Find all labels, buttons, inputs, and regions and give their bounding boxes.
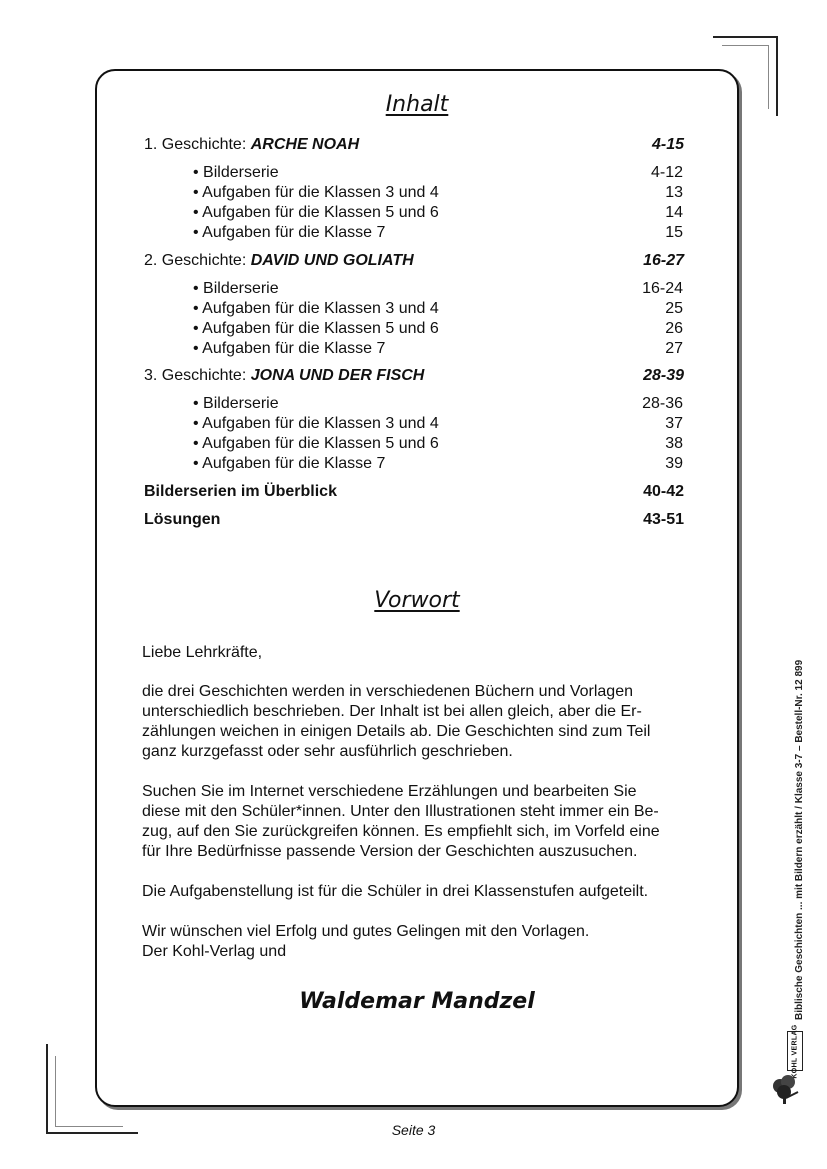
foreword-paragraph-2 [142, 782, 702, 862]
toc-item-pages: 28-36 [642, 395, 683, 412]
corner-line [55, 1056, 56, 1126]
text-line: zählungen weichen in einigen Details ab. Die Geschichten sind zum Teil [142, 723, 651, 740]
toc-item [144, 454, 684, 474]
toc-title: Inhalt [385, 92, 449, 117]
toc-item [144, 319, 684, 339]
text-line: diese mit den Schüler*innen. Unter den Illustrationen steht immer ein Be- [142, 803, 659, 820]
toc-item-label: • Aufgaben für die Klasse 7 [193, 340, 386, 357]
corner-line [776, 36, 778, 116]
toc-item-pages: 38 [665, 435, 683, 452]
foreword-closing [142, 922, 702, 962]
toc-item-pages: 4-12 [650, 164, 683, 181]
toc-item [144, 394, 684, 414]
toc-item [144, 223, 684, 243]
toc-extra [144, 510, 684, 530]
corner-line [768, 45, 769, 109]
toc-item-label: • Aufgaben für die Klassen 3 und 4 [193, 184, 439, 201]
text-line: Wir wünschen viel Erfolg und gutes Gelingen mit den Vorlagen. [142, 923, 590, 940]
toc-item [144, 434, 684, 454]
toc-extra-label: Bilderserien im Überblick [144, 483, 337, 500]
corner-line [46, 1044, 48, 1134]
toc-item [144, 279, 684, 299]
publisher-logo [787, 1023, 803, 1079]
side-publication-info: Biblische Geschichten ... mit Bildern erzählt / Klasse 3-7 – Bestell-Nr. 12 899 [794, 659, 805, 1020]
text-line: zug, auf den Sie zurückgreifen können. Es empfiehlt sich, im Vorfeld eine [142, 823, 660, 840]
text-line: ganz kurzgefasst oder sehr ausführlich geschrieben. [142, 743, 513, 760]
toc-item-label: • Aufgaben für die Klassen 3 und 4 [193, 415, 439, 432]
toc-section-1 [144, 135, 684, 155]
toc-item [144, 299, 684, 319]
publisher-logo-text: KOHL VERLAG [791, 1023, 799, 1079]
toc-item-label: • Aufgaben für die Klassen 3 und 4 [193, 300, 439, 317]
toc-item-pages: 16-24 [642, 280, 683, 297]
toc-item-pages: 37 [665, 415, 683, 432]
toc-section-name: DAVID UND GOLIATH [250, 252, 414, 269]
toc-item-pages: 26 [665, 320, 683, 337]
toc-item-pages: 13 [665, 184, 683, 201]
toc-extra [144, 482, 684, 502]
toc-item-label: • Bilderserie [193, 164, 279, 181]
toc-item [144, 203, 684, 223]
toc-extra-pages: 43-51 [643, 511, 684, 528]
toc-extra-label: Lösungen [144, 511, 221, 528]
toc-item-pages: 25 [665, 300, 683, 317]
toc-section-name: JONA UND DER FISCH [250, 367, 425, 384]
page-number: Seite 3 [391, 1122, 436, 1138]
toc-item [144, 339, 684, 359]
toc-item-label: • Aufgaben für die Klassen 5 und 6 [193, 204, 439, 221]
text-line: Suchen Sie im Internet verschiedene Erzählungen und bearbeiten Sie [142, 783, 637, 800]
toc-item-pages: 15 [665, 224, 683, 241]
text-line: Der Kohl-Verlag und [142, 943, 287, 960]
corner-line [722, 45, 768, 46]
tree-icon [768, 1072, 804, 1108]
foreword-paragraph-1 [142, 682, 702, 762]
toc-item-label: • Aufgaben für die Klassen 5 und 6 [193, 435, 439, 452]
toc-item-label: • Aufgaben für die Klassen 5 und 6 [193, 320, 439, 337]
toc-item [144, 414, 684, 434]
toc-item-pages: 14 [665, 204, 683, 221]
toc-item-label: • Aufgaben für die Klasse 7 [193, 455, 386, 472]
toc-item [144, 183, 684, 203]
text-line: die drei Geschichten werden in verschiedenen Büchern und Vorlagen [142, 683, 633, 700]
corner-line [713, 36, 777, 38]
toc-section-prefix: 1. Geschichte: [144, 136, 251, 153]
text-line: unterschiedlich beschrieben. Der Inhalt ist bei allen gleich, aber die Er- [142, 703, 642, 720]
foreword-greeting: Liebe Lehrkräfte, [142, 644, 263, 661]
signature: Waldemar Mandzel [299, 989, 535, 1014]
toc-item-label: • Bilderserie [193, 280, 279, 297]
foreword-title: Vorwort [374, 588, 460, 613]
toc-item-pages: 27 [665, 340, 683, 357]
toc-section-pages: 16-27 [643, 252, 684, 269]
toc-extra-pages: 40-42 [643, 483, 684, 500]
toc-section-prefix: 2. Geschichte: [144, 252, 251, 269]
toc-section-pages: 4-15 [651, 136, 684, 153]
text-line: für Ihre Bedürfnisse passende Version der Geschichten auszusuchen. [142, 843, 638, 860]
toc-item-pages: 39 [665, 455, 683, 472]
toc-section-3 [144, 366, 684, 386]
toc-item-label: • Bilderserie [193, 395, 279, 412]
toc-section-2 [144, 251, 684, 271]
toc-item-label: • Aufgaben für die Klasse 7 [193, 224, 386, 241]
toc-section-name: ARCHE NOAH [250, 136, 360, 153]
toc-section-prefix: 3. Geschichte: [144, 367, 251, 384]
toc-item [144, 163, 684, 183]
foreword-paragraph-3: Die Aufgabenstellung ist für die Schüler in drei Klassenstufen aufgeteilt. [142, 883, 649, 900]
toc-section-pages: 28-39 [643, 367, 684, 384]
